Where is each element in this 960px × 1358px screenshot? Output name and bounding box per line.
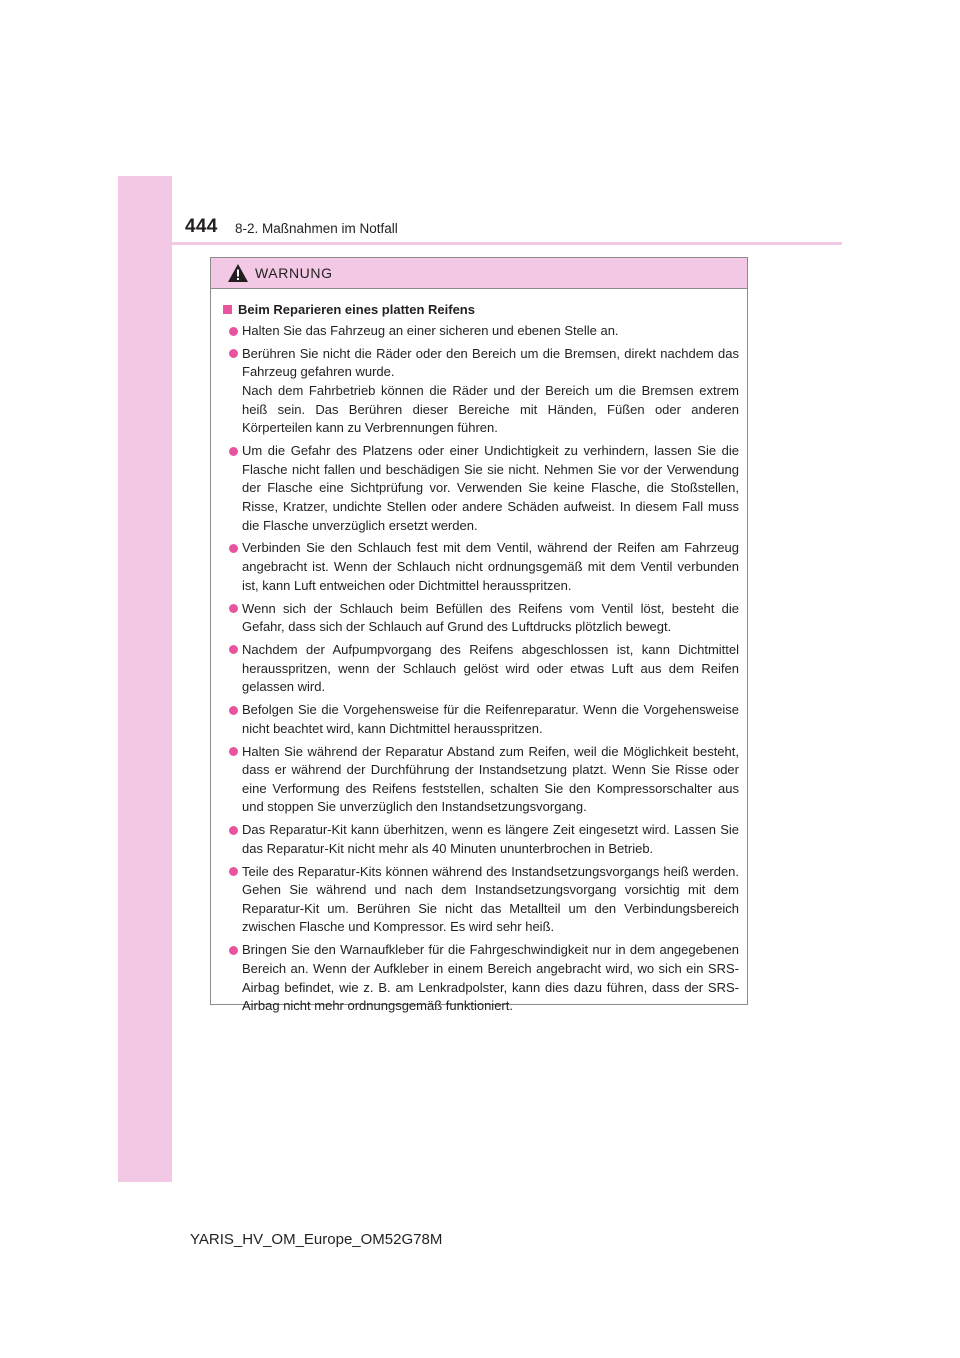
circle-bullet-icon (229, 747, 238, 756)
bullet-text: Berühren Sie nicht die Räder oder den Bereich um die Bremsen, direkt nachdem das Fahrzeug gefahren wurde. Nach dem Fahrbetrieb können die Räder und der Bereich um die Bremsen extrem heiß sein. Das Berühren dieser Bereiche mit Händen, Füßen oder anderen Körperteilen kann zu Verbrennungen führen. (242, 345, 739, 436)
circle-bullet-icon (229, 327, 238, 336)
bullet-text: Halten Sie das Fahrzeug an einer sicheren und ebenen Stelle an. (242, 323, 619, 338)
warning-subheading (223, 301, 739, 318)
bullet-text: Um die Gefahr des Platzens oder einer Undichtigkeit zu verhindern, lassen Sie die Flasche nicht fallen und beschädigen Sie sie nicht. Nehmen Sie vor der Verwendung der Flasche eine Sichtprüfung vor. Verwenden Sie keine Flasche, die Stoßstellen, Risse, Kratzer, undichte Stellen oder andere Schäden aufweist. In diesem Fall muss die Flasche unverzüglich ersetzt werden. (242, 443, 739, 533)
bullet-text: Wenn sich der Schlauch beim Befüllen des Reifens vom Ventil löst, besteht die Gefahr, dass sich der Schlauch auf Grund des Luftdrucks plötzlich bewegt. (242, 600, 739, 635)
bullet-item (223, 863, 739, 937)
bullet-text: Bringen Sie den Warnaufkleber für die Fahrgeschwindigkeit nur in dem angegebenen Bereich an. Wenn der Aufkleber in einem Bereich angebracht wird, wo sich ein SRS-Airbag befindet, wie z. B. am Lenkradpolster, kann dies dazu führen, dass der SRS-Airbag nicht mehr ordnungsgemäß funktioniert. (242, 942, 739, 1014)
square-bullet-icon (223, 305, 232, 314)
bullet-item (223, 539, 739, 595)
circle-bullet-icon (229, 447, 238, 456)
section-title: 8-2. Maßnahmen im Notfall (235, 221, 398, 236)
page-number: 444 (185, 216, 218, 237)
warning-box (210, 257, 748, 1014)
bullet-text: Befolgen Sie die Vorgehensweise für die Reifenreparatur. Wenn die Vorgehensweise nicht beachtet wird, kann Dichtmittel herausspritzen. (242, 702, 739, 736)
circle-bullet-icon (229, 946, 238, 955)
warning-label: WARNUNG (255, 265, 333, 281)
bullet-text: Verbinden Sie den Schlauch fest mit dem Ventil, während der Reifen am Fahrzeug angebracht ist. Wenn der Schlauch nicht ordnungsgemäß mit dem Ventil verbunden ist, kann Luft entweichen oder Dichtmittel herausspritzen. (242, 540, 739, 593)
circle-bullet-icon (229, 349, 238, 358)
bullet-item (223, 322, 739, 341)
bullet-item (223, 600, 739, 637)
circle-bullet-icon (229, 826, 238, 835)
circle-bullet-icon (229, 645, 238, 654)
warning-triangle-icon (227, 263, 249, 283)
chapter-sidebar-tab (118, 176, 172, 1182)
circle-bullet-icon (229, 544, 238, 553)
bullet-item (223, 743, 739, 817)
bullet-text: Nachdem der Aufpumpvorgang des Reifens abgeschlossen ist, kann Dichtmittel herausspritzen, wenn der Schlauch gelöst wird oder etwas Luft aus dem Reifen gelassen wird. (242, 641, 739, 695)
bullet-item (223, 701, 739, 738)
circle-bullet-icon (229, 867, 238, 876)
bullet-text: Halten Sie während der Reparatur Abstand zum Reifen, weil die Möglichkeit besteht, dass er während der Durchführung der Instandsetzung platzt. Wenn Sie Risse oder eine Verformung des Reifens feststellen, schalten Sie den Kompressorschalter aus und stoppen Sie unverzüglich den Instandsetzungsvorgang. (242, 743, 739, 815)
bullet-text: Teile des Reparatur-Kits können während des Instandsetzungsvorgangs heiß werden. Gehen Sie während und nach dem Instandsetzungsvorgang vorsichtig mit dem Reparatur-Kit um. Berühren Sie nicht das Metallteil um den Verbindungsbereich zwischen Flasche und Kompressor. Es wird sehr heiß. (242, 863, 739, 935)
bullet-item (223, 345, 739, 438)
header-divider (172, 242, 842, 245)
bullet-item (223, 821, 739, 858)
bullet-item (223, 941, 739, 1015)
bullet-text: Das Reparatur-Kit kann überhitzen, wenn es längere Zeit eingesetzt wird. Lassen Sie das Reparatur-Kit nicht mehr als 40 Minuten ununterbrochen in Betrieb. (242, 822, 739, 856)
warning-subheading-text: Beim Reparieren eines platten Reifens (238, 302, 475, 317)
bullet-item (223, 641, 739, 697)
warning-header (211, 258, 747, 289)
bullet-item (223, 442, 739, 535)
footer-doc-id: YARIS_HV_OM_Europe_OM52G78M (190, 1231, 443, 1248)
warning-body (211, 289, 747, 1016)
circle-bullet-icon (229, 706, 238, 715)
circle-bullet-icon (229, 604, 238, 613)
